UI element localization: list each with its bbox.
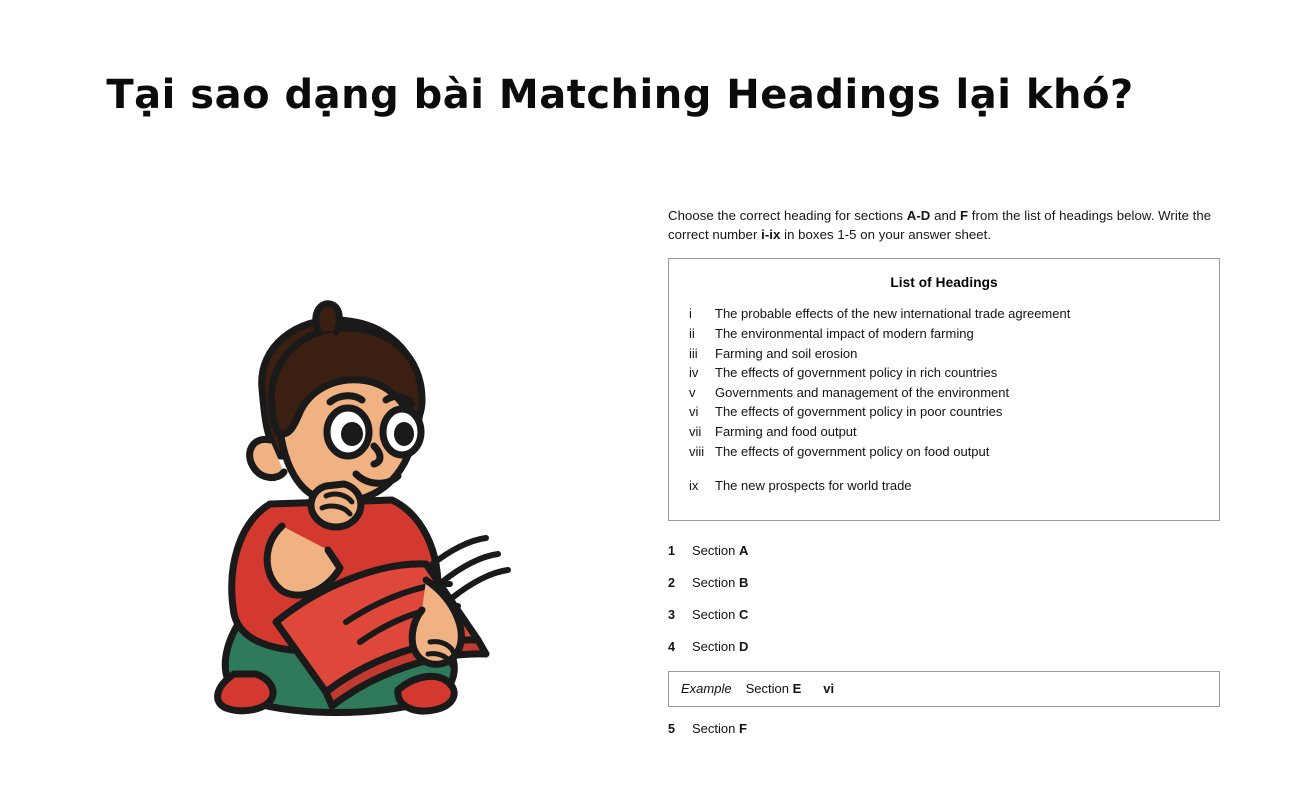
heading-item: [689, 326, 1199, 343]
question-label-text: Section: [692, 542, 739, 558]
question-section-letter: F: [738, 720, 747, 736]
heading-text: The effects of government policy in rich countries: [715, 365, 998, 381]
instructions-text: [668, 206, 1220, 244]
question-label: [692, 575, 748, 590]
list-of-headings-title: List of Headings: [890, 275, 998, 291]
question-label-text: Section: [692, 606, 739, 622]
instructions-part-2: and: [930, 208, 960, 223]
heading-numeral: viii: [689, 443, 705, 459]
heading-text: The effects of government policy in poor countries: [715, 404, 1003, 420]
heading-text: The new prospects for world trade: [715, 478, 912, 494]
instructions-part-4: correct number: [668, 227, 762, 243]
heading-item: [689, 444, 1199, 461]
question-number: 3: [668, 607, 676, 622]
heading-numeral: vii: [689, 424, 702, 440]
question-number: 2: [668, 575, 676, 590]
question-label: [692, 721, 747, 736]
question-row: [668, 721, 1220, 736]
heading-numeral: iv: [689, 365, 699, 381]
question-section-letter: D: [738, 638, 749, 654]
question-number: 4: [668, 639, 676, 654]
heading-item: [689, 404, 1199, 421]
question-label-text: Section: [692, 638, 739, 654]
question-label: [692, 543, 748, 558]
heading-numeral: ii: [689, 325, 695, 341]
example-section-letter: E: [792, 680, 802, 696]
question-label: [692, 639, 748, 654]
question-number: 5: [668, 721, 676, 736]
list-of-headings-box: [668, 258, 1220, 521]
heading-item: [689, 365, 1199, 382]
heading-text: Governments and management of the environment: [715, 384, 1010, 400]
question-label-text: Section: [692, 574, 739, 590]
example-label-text: Section: [745, 680, 793, 696]
heading-item: [689, 385, 1199, 402]
question-label-text: Section: [692, 720, 739, 736]
question-row: [668, 543, 1220, 558]
question-row: [668, 575, 1220, 590]
heading-item: [689, 306, 1199, 323]
question-section-letter: B: [738, 574, 749, 590]
heading-numeral: vi: [689, 404, 699, 420]
example-section-label: [746, 681, 802, 696]
heading-text: Farming and soil erosion: [715, 345, 858, 361]
heading-numeral: ix: [689, 478, 699, 494]
exercise-sheet: [668, 206, 1220, 753]
heading-item: [689, 478, 1199, 495]
heading-numeral: v: [689, 384, 696, 400]
page-title: Tại sao dạng bài Matching Headings lại khó?: [106, 72, 1134, 118]
heading-numeral: i: [689, 306, 692, 322]
question-section-letter: C: [738, 606, 749, 622]
instructions-section-f: F: [959, 208, 969, 223]
heading-item: [689, 424, 1199, 441]
example-answer-numeral: vi: [823, 680, 835, 696]
instructions-part-3: from the list of headings below. Write the: [968, 208, 1212, 223]
heading-item: [689, 346, 1199, 363]
question-section-letter: A: [738, 542, 749, 558]
heading-numeral: iii: [689, 345, 698, 361]
questions-list: [668, 543, 1220, 736]
heading-text: Farming and food output: [715, 424, 857, 440]
instructions-sections-range: A-D: [906, 208, 931, 223]
example-word: Example: [681, 680, 732, 696]
question-number: 1: [668, 543, 676, 558]
question-row: [668, 639, 1220, 654]
heading-text: The probable effects of the new international trade agreement: [715, 306, 1071, 322]
boy-reading-book-illustration: [130, 250, 530, 720]
instructions-part-5: in boxes 1-5 on your answer sheet.: [780, 227, 992, 243]
example-answer-box: [668, 671, 1220, 707]
instructions-numbers-range: i-ix: [761, 227, 781, 243]
heading-text: The environmental impact of modern farming: [715, 325, 974, 341]
question-row: [668, 607, 1220, 622]
question-label: [692, 607, 748, 622]
instructions-part-1: Choose the correct heading for sections: [668, 208, 907, 223]
heading-text: The effects of government policy on food output: [715, 443, 990, 459]
